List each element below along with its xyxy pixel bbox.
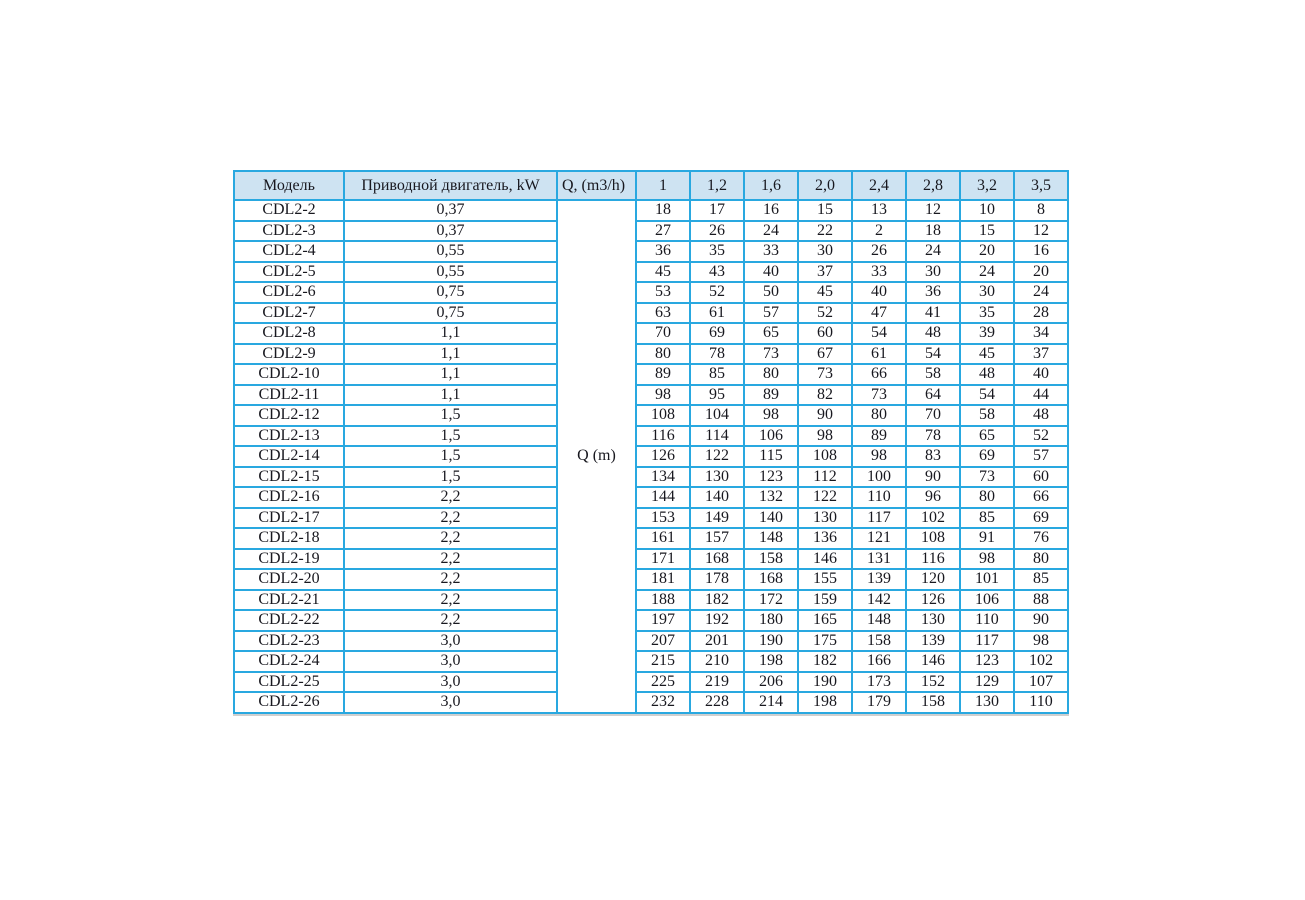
head-value-cell: 8 [1014,200,1068,221]
model-cell: CDL2-2 [234,200,344,221]
head-value-cell: 30 [906,262,960,283]
table-row [234,487,1068,508]
head-value-cell: 12 [906,200,960,221]
column-header-model: Модель [234,171,344,200]
head-value-cell: 122 [690,446,744,467]
head-value-cell: 108 [798,446,852,467]
head-value-cell: 65 [744,323,798,344]
table-row [234,303,1068,324]
model-cell: CDL2-9 [234,344,344,365]
column-header-flow-value: 1 [636,171,690,200]
head-value-cell: 35 [690,241,744,262]
head-value-cell: 37 [798,262,852,283]
head-value-cell: 73 [960,467,1014,488]
head-value-cell: 126 [906,590,960,611]
head-value-cell: 16 [1014,241,1068,262]
head-value-cell: 90 [798,405,852,426]
head-value-cell: 96 [906,487,960,508]
motor-power-cell: 3,0 [344,651,557,672]
column-header-flow-value: 1,6 [744,171,798,200]
motor-power-cell: 2,2 [344,549,557,570]
head-value-cell: 43 [690,262,744,283]
head-value-cell: 22 [798,221,852,242]
head-value-cell: 102 [906,508,960,529]
head-value-cell: 98 [960,549,1014,570]
head-value-cell: 112 [798,467,852,488]
head-unit-merged-cell: Q (m) [557,200,636,713]
model-cell: CDL2-26 [234,692,344,713]
motor-power-cell: 2,2 [344,610,557,631]
column-header-flow-value: 3,2 [960,171,1014,200]
head-value-cell: 115 [744,446,798,467]
head-value-cell: 110 [852,487,906,508]
head-value-cell: 69 [690,323,744,344]
head-value-cell: 52 [1014,426,1068,447]
head-value-cell: 188 [636,590,690,611]
head-value-cell: 197 [636,610,690,631]
head-value-cell: 63 [636,303,690,324]
model-cell: CDL2-25 [234,672,344,693]
head-value-cell: 215 [636,651,690,672]
head-value-cell: 85 [960,508,1014,529]
head-value-cell: 146 [906,651,960,672]
head-value-cell: 108 [906,528,960,549]
model-cell: CDL2-12 [234,405,344,426]
head-value-cell: 166 [852,651,906,672]
head-value-cell: 64 [906,385,960,406]
head-value-cell: 39 [960,323,1014,344]
model-cell: CDL2-10 [234,364,344,385]
head-value-cell: 18 [906,221,960,242]
table-row [234,385,1068,406]
table-row [234,569,1068,590]
head-value-cell: 180 [744,610,798,631]
motor-power-cell: 1,5 [344,467,557,488]
model-cell: CDL2-18 [234,528,344,549]
head-value-cell: 80 [636,344,690,365]
column-header-motor: Приводной двигатель, kW [344,171,557,200]
head-value-cell: 122 [798,487,852,508]
head-value-cell: 83 [906,446,960,467]
table-row [234,262,1068,283]
head-value-cell: 26 [690,221,744,242]
head-value-cell: 136 [798,528,852,549]
head-value-cell: 89 [636,364,690,385]
head-value-cell: 190 [744,631,798,652]
head-value-cell: 165 [798,610,852,631]
head-value-cell: 66 [1014,487,1068,508]
head-value-cell: 102 [1014,651,1068,672]
head-value-cell: 192 [690,610,744,631]
head-value-cell: 80 [852,405,906,426]
model-cell: CDL2-14 [234,446,344,467]
head-value-cell: 24 [1014,282,1068,303]
head-value-cell: 69 [960,446,1014,467]
head-value-cell: 98 [636,385,690,406]
head-value-cell: 168 [690,549,744,570]
head-value-cell: 18 [636,200,690,221]
head-value-cell: 110 [960,610,1014,631]
head-value-cell: 210 [690,651,744,672]
head-value-cell: 140 [690,487,744,508]
head-value-cell: 15 [798,200,852,221]
motor-power-cell: 1,1 [344,364,557,385]
head-value-cell: 171 [636,549,690,570]
head-value-cell: 104 [690,405,744,426]
head-value-cell: 2 [852,221,906,242]
head-value-cell: 126 [636,446,690,467]
head-value-cell: 158 [852,631,906,652]
column-header-flow-value: 2,4 [852,171,906,200]
head-value-cell: 82 [798,385,852,406]
head-value-cell: 16 [744,200,798,221]
head-value-cell: 20 [960,241,1014,262]
table-body [234,200,1068,713]
head-value-cell: 106 [744,426,798,447]
motor-power-cell: 0,55 [344,262,557,283]
head-value-cell: 40 [744,262,798,283]
table-row [234,692,1068,713]
table-row [234,221,1068,242]
head-value-cell: 168 [744,569,798,590]
head-value-cell: 206 [744,672,798,693]
head-value-cell: 144 [636,487,690,508]
head-value-cell: 228 [690,692,744,713]
head-value-cell: 146 [798,549,852,570]
head-value-cell: 114 [690,426,744,447]
head-value-cell: 89 [744,385,798,406]
head-value-cell: 61 [852,344,906,365]
model-cell: CDL2-22 [234,610,344,631]
model-cell: CDL2-13 [234,426,344,447]
head-value-cell: 80 [1014,549,1068,570]
head-value-cell: 24 [960,262,1014,283]
head-value-cell: 78 [690,344,744,365]
motor-power-cell: 0,55 [344,241,557,262]
table-row [234,549,1068,570]
head-value-cell: 34 [1014,323,1068,344]
head-value-cell: 40 [1014,364,1068,385]
head-value-cell: 28 [1014,303,1068,324]
head-value-cell: 117 [960,631,1014,652]
motor-power-cell: 1,5 [344,405,557,426]
model-cell: CDL2-15 [234,467,344,488]
model-cell: CDL2-4 [234,241,344,262]
column-header-flow-value: 2,8 [906,171,960,200]
head-value-cell: 48 [906,323,960,344]
head-value-cell: 85 [690,364,744,385]
model-cell: CDL2-19 [234,549,344,570]
head-value-cell: 10 [960,200,1014,221]
head-value-cell: 148 [852,610,906,631]
head-value-cell: 58 [960,405,1014,426]
head-value-cell: 24 [906,241,960,262]
header-row [234,171,1068,200]
table-row [234,528,1068,549]
column-header-flow-value: 2,0 [798,171,852,200]
table-row [234,610,1068,631]
head-value-cell: 139 [906,631,960,652]
head-value-cell: 33 [852,262,906,283]
head-value-cell: 57 [744,303,798,324]
table-row [234,446,1068,467]
head-value-cell: 66 [852,364,906,385]
head-value-cell: 40 [852,282,906,303]
head-value-cell: 101 [960,569,1014,590]
head-value-cell: 107 [1014,672,1068,693]
head-value-cell: 54 [906,344,960,365]
head-value-cell: 17 [690,200,744,221]
table-row [234,200,1068,221]
head-value-cell: 41 [906,303,960,324]
head-value-cell: 88 [1014,590,1068,611]
model-cell: CDL2-5 [234,262,344,283]
head-value-cell: 131 [852,549,906,570]
head-value-cell: 201 [690,631,744,652]
head-value-cell: 13 [852,200,906,221]
motor-power-cell: 2,2 [344,528,557,549]
table-header [234,171,1068,200]
table-row [234,508,1068,529]
head-value-cell: 91 [960,528,1014,549]
head-value-cell: 26 [852,241,906,262]
head-value-cell: 45 [960,344,1014,365]
head-value-cell: 36 [636,241,690,262]
head-value-cell: 52 [690,282,744,303]
head-value-cell: 198 [744,651,798,672]
head-value-cell: 12 [1014,221,1068,242]
head-value-cell: 120 [906,569,960,590]
head-value-cell: 153 [636,508,690,529]
head-value-cell: 123 [744,467,798,488]
head-value-cell: 69 [1014,508,1068,529]
head-value-cell: 70 [636,323,690,344]
head-value-cell: 58 [906,364,960,385]
head-value-cell: 73 [744,344,798,365]
head-value-cell: 54 [960,385,1014,406]
head-value-cell: 90 [906,467,960,488]
head-value-cell: 73 [798,364,852,385]
head-value-cell: 142 [852,590,906,611]
head-value-cell: 24 [744,221,798,242]
model-cell: CDL2-7 [234,303,344,324]
head-value-cell: 36 [906,282,960,303]
head-value-cell: 132 [744,487,798,508]
model-cell: CDL2-11 [234,385,344,406]
head-value-cell: 121 [852,528,906,549]
head-value-cell: 161 [636,528,690,549]
head-value-cell: 123 [960,651,1014,672]
head-value-cell: 117 [852,508,906,529]
head-value-cell: 54 [852,323,906,344]
head-value-cell: 95 [690,385,744,406]
table-row [234,282,1068,303]
head-value-cell: 149 [690,508,744,529]
head-value-cell: 78 [906,426,960,447]
head-value-cell: 53 [636,282,690,303]
head-value-cell: 179 [852,692,906,713]
head-value-cell: 45 [798,282,852,303]
head-value-cell: 90 [1014,610,1068,631]
head-value-cell: 98 [1014,631,1068,652]
head-value-cell: 155 [798,569,852,590]
model-cell: CDL2-6 [234,282,344,303]
head-value-cell: 130 [906,610,960,631]
motor-power-cell: 2,2 [344,508,557,529]
motor-power-cell: 1,1 [344,344,557,365]
column-header-flow-value: 3,5 [1014,171,1068,200]
head-value-cell: 85 [1014,569,1068,590]
head-value-cell: 98 [798,426,852,447]
head-value-cell: 100 [852,467,906,488]
head-value-cell: 61 [690,303,744,324]
head-value-cell: 116 [906,549,960,570]
head-value-cell: 181 [636,569,690,590]
head-value-cell: 172 [744,590,798,611]
head-value-cell: 33 [744,241,798,262]
head-value-cell: 130 [690,467,744,488]
table-row [234,364,1068,385]
head-value-cell: 52 [798,303,852,324]
head-value-cell: 70 [906,405,960,426]
table-row [234,590,1068,611]
motor-power-cell: 2,2 [344,569,557,590]
head-value-cell: 130 [798,508,852,529]
head-value-cell: 110 [1014,692,1068,713]
head-value-cell: 20 [1014,262,1068,283]
head-value-cell: 48 [960,364,1014,385]
column-header-flow-value: 1,2 [690,171,744,200]
table-row [234,344,1068,365]
head-value-cell: 80 [960,487,1014,508]
head-value-cell: 140 [744,508,798,529]
head-value-cell: 159 [798,590,852,611]
head-value-cell: 225 [636,672,690,693]
model-cell: CDL2-3 [234,221,344,242]
head-value-cell: 182 [798,651,852,672]
table-row [234,241,1068,262]
head-value-cell: 65 [960,426,1014,447]
table-row [234,426,1068,447]
head-value-cell: 27 [636,221,690,242]
head-value-cell: 30 [960,282,1014,303]
head-value-cell: 182 [690,590,744,611]
motor-power-cell: 1,1 [344,323,557,344]
head-value-cell: 76 [1014,528,1068,549]
head-value-cell: 50 [744,282,798,303]
head-value-cell: 148 [744,528,798,549]
head-value-cell: 106 [960,590,1014,611]
model-cell: CDL2-17 [234,508,344,529]
head-value-cell: 37 [1014,344,1068,365]
model-cell: CDL2-24 [234,651,344,672]
model-cell: CDL2-23 [234,631,344,652]
model-cell: CDL2-8 [234,323,344,344]
motor-power-cell: 2,2 [344,590,557,611]
head-value-cell: 47 [852,303,906,324]
model-cell: CDL2-16 [234,487,344,508]
head-value-cell: 130 [960,692,1014,713]
motor-power-cell: 3,0 [344,692,557,713]
head-value-cell: 44 [1014,385,1068,406]
head-value-cell: 67 [798,344,852,365]
head-value-cell: 158 [744,549,798,570]
head-value-cell: 35 [960,303,1014,324]
head-value-cell: 108 [636,405,690,426]
motor-power-cell: 1,5 [344,426,557,447]
table-row [234,651,1068,672]
head-value-cell: 89 [852,426,906,447]
head-value-cell: 198 [798,692,852,713]
head-value-cell: 219 [690,672,744,693]
motor-power-cell: 3,0 [344,631,557,652]
head-value-cell: 98 [852,446,906,467]
head-value-cell: 190 [798,672,852,693]
table-row [234,467,1068,488]
column-header-flow: Q, (m3/h) [557,171,636,200]
head-value-cell: 207 [636,631,690,652]
motor-power-cell: 3,0 [344,672,557,693]
head-value-cell: 134 [636,467,690,488]
head-value-cell: 178 [690,569,744,590]
head-value-cell: 15 [960,221,1014,242]
head-value-cell: 80 [744,364,798,385]
head-value-cell: 60 [798,323,852,344]
motor-power-cell: 2,2 [344,487,557,508]
motor-power-cell: 1,5 [344,446,557,467]
table-row [234,672,1068,693]
head-value-cell: 73 [852,385,906,406]
pump-spec-table [233,170,1069,714]
model-cell: CDL2-20 [234,569,344,590]
head-value-cell: 30 [798,241,852,262]
model-cell: CDL2-21 [234,590,344,611]
head-value-cell: 173 [852,672,906,693]
head-value-cell: 98 [744,405,798,426]
head-value-cell: 60 [1014,467,1068,488]
head-value-cell: 129 [960,672,1014,693]
head-value-cell: 139 [852,569,906,590]
motor-power-cell: 0,37 [344,221,557,242]
head-value-cell: 157 [690,528,744,549]
motor-power-cell: 0,75 [344,303,557,324]
motor-power-cell: 0,75 [344,282,557,303]
head-value-cell: 152 [906,672,960,693]
head-value-cell: 57 [1014,446,1068,467]
head-value-cell: 232 [636,692,690,713]
head-value-cell: 214 [744,692,798,713]
motor-power-cell: 0,37 [344,200,557,221]
head-value-cell: 48 [1014,405,1068,426]
head-value-cell: 116 [636,426,690,447]
table-row [234,405,1068,426]
table-row [234,323,1068,344]
table-row [234,631,1068,652]
motor-power-cell: 1,1 [344,385,557,406]
head-value-cell: 45 [636,262,690,283]
head-value-cell: 175 [798,631,852,652]
head-value-cell: 158 [906,692,960,713]
